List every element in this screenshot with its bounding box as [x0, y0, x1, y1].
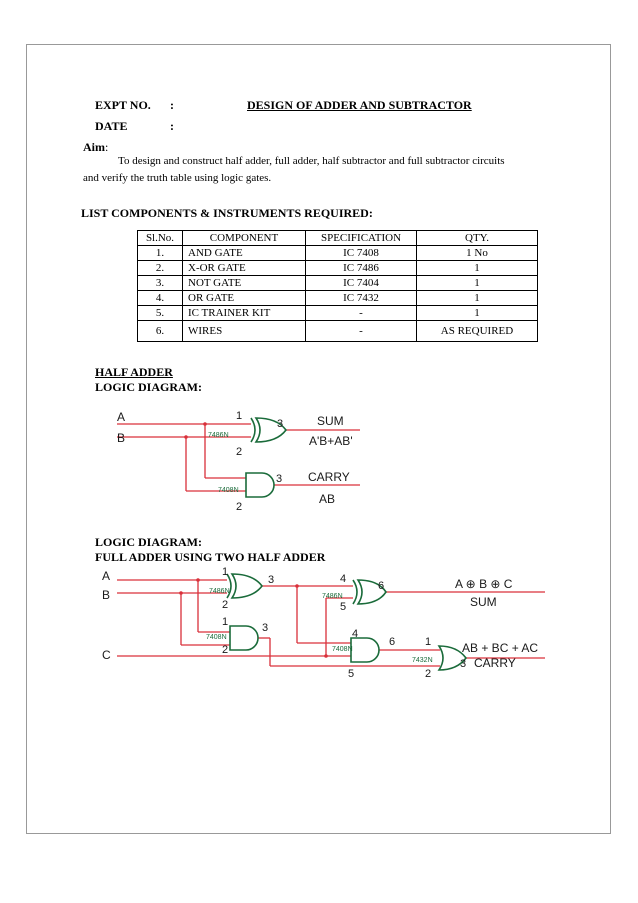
fa-carry-label: CARRY: [474, 656, 516, 670]
cell-qty: 1: [417, 276, 538, 291]
fa-input-a: A: [102, 569, 111, 583]
cell-component: WIRES: [183, 321, 306, 342]
fa-and1-pin-2: 2: [222, 644, 229, 656]
col-qty: QTY.: [417, 231, 538, 246]
cell-component: X-OR GATE: [183, 261, 306, 276]
half-adder-logic-heading: LOGIC DIAGRAM:: [95, 380, 202, 394]
fa-sum-expression: A ⊕ B ⊕ C: [455, 577, 513, 591]
fa-xor2-pin-6: 6: [378, 580, 385, 592]
components-heading: LIST COMPONENTS & INSTRUMENTS REQUIRED:: [81, 206, 373, 220]
cell-qty: 1 No: [417, 246, 538, 261]
ha-sum-label: SUM: [317, 414, 344, 428]
full-adder-subheading: FULL ADDER USING TWO HALF ADDER: [95, 550, 326, 564]
cell-specification: IC 7486: [306, 261, 417, 276]
col-slno: Sl.No.: [138, 231, 183, 246]
fa-xor1-ic-label: 7486N: [209, 588, 230, 595]
half-adder-heading: HALF ADDER: [95, 365, 173, 379]
ha-carry-expression: AB: [319, 492, 336, 506]
fa-or-pin-3: 3: [460, 658, 467, 670]
fa-and2-pin-4: 4: [352, 628, 359, 640]
fa-carry-expression: AB + BC + AC: [462, 641, 539, 655]
aim-line-2: and verify the truth table using logic gates.: [83, 172, 272, 184]
fa-and1-pin-3: 3: [262, 622, 269, 634]
fa-sum-label: SUM: [470, 595, 497, 609]
aim-colon: :: [105, 140, 109, 154]
fa-and2-ic-label: 7408N: [332, 646, 353, 653]
full-adder-and-gate-1: [230, 626, 258, 650]
cell-component: OR GATE: [183, 291, 306, 306]
ha-and-ic-label: 7408N: [218, 487, 239, 494]
fa-xor2-ic-label: 7486N: [322, 593, 343, 600]
fa-or-ic-label: 7432N: [412, 657, 433, 664]
aim-label: Aim: [83, 140, 105, 154]
expt-no-colon: :: [170, 98, 174, 112]
fa-and1-ic-label: 7408N: [206, 634, 227, 641]
fa-and1-pin-1: 1: [222, 616, 229, 628]
cell-slno: 4.: [138, 291, 183, 306]
full-adder-and-gate-2: [351, 638, 379, 662]
cell-component: IC TRAINER KIT: [183, 306, 306, 321]
ha-xor-ic-label: 7486N: [208, 432, 229, 439]
cell-specification: IC 7408: [306, 246, 417, 261]
fa-and2-pin-5: 5: [348, 668, 355, 680]
full-adder-logic-heading: LOGIC DIAGRAM:: [95, 535, 202, 549]
date-label: DATE: [95, 119, 128, 133]
fa-xor2-pin-4: 4: [340, 573, 347, 585]
fa-xor1-pin-3: 3: [268, 574, 275, 586]
fa-xor1-pin-1: 1: [222, 566, 229, 578]
fa-and2-pin-6: 6: [389, 636, 396, 648]
experiment-title: DESIGN OF ADDER AND SUBTRACTOR: [247, 98, 472, 112]
ha-and-pin-3: 3: [276, 473, 283, 485]
cell-qty: AS REQUIRED: [417, 321, 538, 342]
fa-xor2-pin-5: 5: [340, 601, 347, 613]
fa-input-c: C: [102, 648, 111, 662]
ha-input-a: A: [117, 410, 126, 424]
cell-qty: 1: [417, 291, 538, 306]
cell-specification: IC 7404: [306, 276, 417, 291]
ha-xor-pin-3: 3: [277, 418, 284, 430]
cell-specification: -: [306, 321, 417, 342]
full-adder-xor-gate-1: [227, 574, 262, 598]
col-specification: SPECIFICATION: [306, 231, 417, 246]
fa-or-pin-1: 1: [425, 636, 432, 648]
cell-component: AND GATE: [183, 246, 306, 261]
fa-input-b: B: [102, 588, 111, 602]
aim-line-1: To design and construct half adder, full adder, half subtractor and full subtractor circuits: [118, 155, 505, 167]
ha-input-b: B: [117, 431, 126, 445]
date-colon: :: [170, 119, 174, 133]
cell-specification: -: [306, 306, 417, 321]
ha-sum-expression: A'B+AB': [309, 434, 353, 448]
ha-xor-pin-2: 2: [236, 446, 243, 458]
ha-and-pin-2: 2: [236, 501, 243, 513]
cell-qty: 1: [417, 261, 538, 276]
ha-carry-label: CARRY: [308, 470, 350, 484]
cell-specification: IC 7432: [306, 291, 417, 306]
cell-slno: 1.: [138, 246, 183, 261]
cell-component: NOT GATE: [183, 276, 306, 291]
expt-no-label: EXPT NO.: [95, 98, 151, 112]
cell-slno: 6.: [138, 321, 183, 342]
cell-slno: 5.: [138, 306, 183, 321]
cell-slno: 2.: [138, 261, 183, 276]
fa-xor1-pin-2: 2: [222, 599, 229, 611]
cell-qty: 1: [417, 306, 538, 321]
cell-slno: 3.: [138, 276, 183, 291]
ha-xor-pin-1: 1: [236, 410, 243, 422]
col-component: COMPONENT: [183, 231, 306, 246]
fa-or-pin-2: 2: [425, 668, 432, 680]
